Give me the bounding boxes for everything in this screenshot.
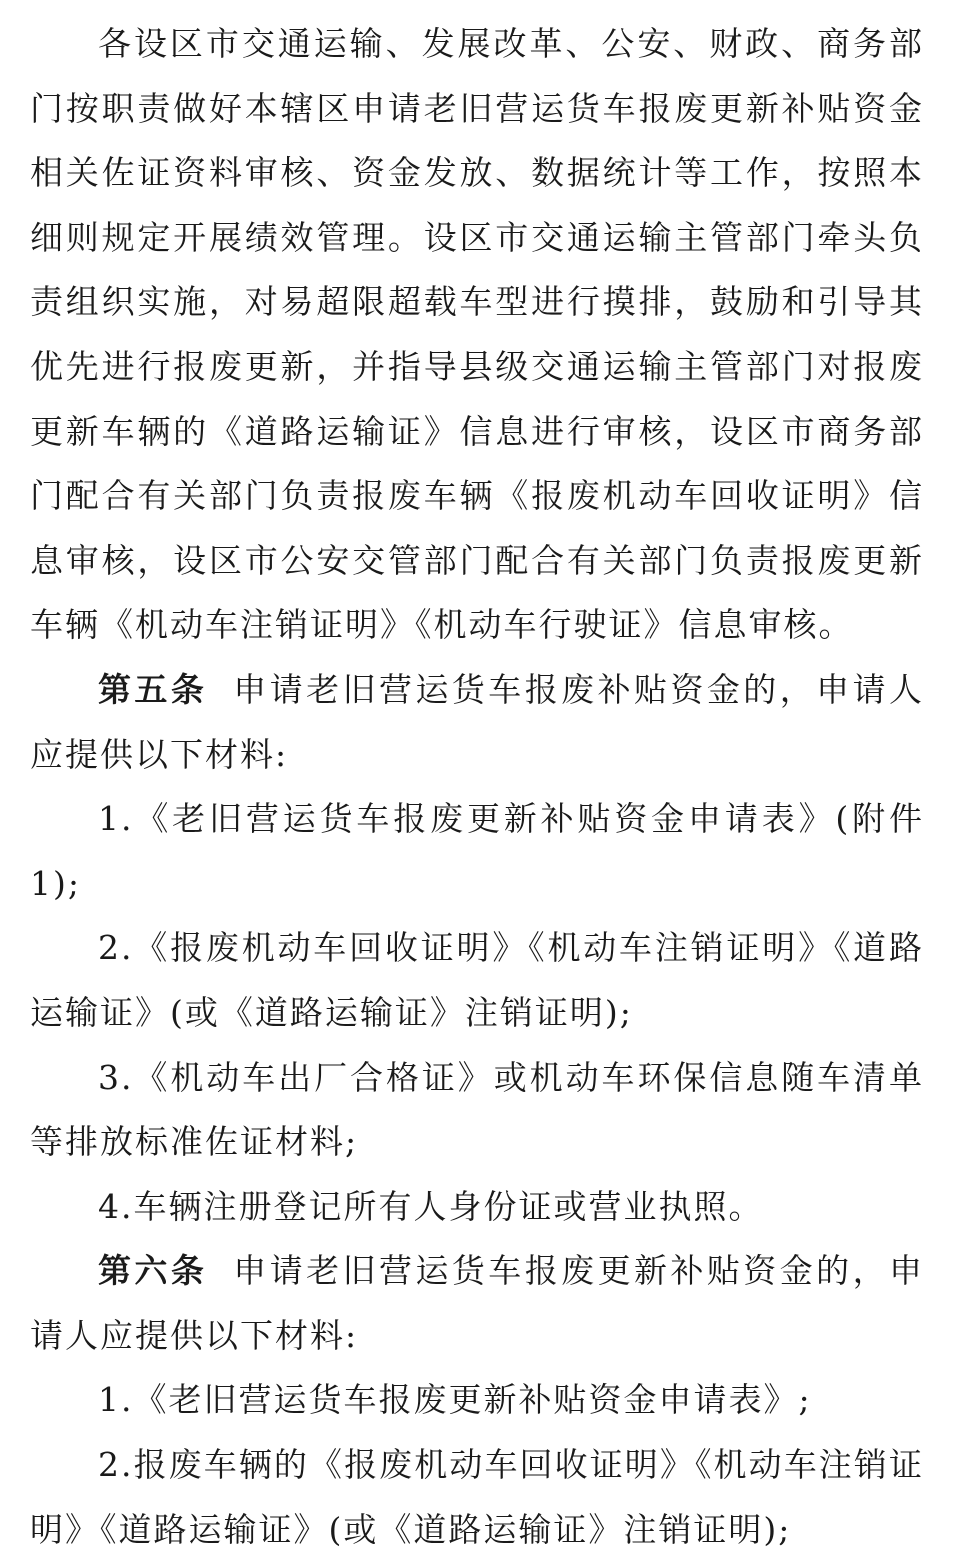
article-5-intro xyxy=(30,658,924,787)
article-5-item-2: 2.《报废机动车回收证明》《机动车注销证明》《道路运输证》(或《道路运输证》注销证明); xyxy=(30,928,924,1032)
article-6-item-1: 1.《老旧营运货车报废更新补贴资金申请表》; xyxy=(98,1380,812,1420)
article-5-item-3: 3.《机动车出厂合格证》或机动车环保信息随车清单等排放标准佐证材料; xyxy=(30,1057,924,1162)
paragraph-responsibilities: 各设区市交通运输、发展改革、公安、财政、商务部门按职责做好本辖区申请老旧营运货车报废更新补贴资金相关佐证资料审核、资金发放、数据统计等工作，按照本细则规定开展绩效管理。设区市交通运输主管部门牵头负责组织实施，对易超限超载车型进行摸排，鼓励和引导其优先进行报废更新，并指导县级交通运输主管部门对报废更新车辆的《道路运输证》信息进行审核，设区市商务部门配合有关部门负责报废车辆《报废机动车回收证明》信息审核，设区市公安交管部门配合有关部门负责报废更新车辆《机动车注销证明》《机动车行驶证》信息审核。 xyxy=(30,24,924,645)
article-5-intro-text: 申请老旧营运货车报废补贴资金的，申请人应提供以下材料: xyxy=(30,669,925,774)
article-5-item-4: 4.车辆注册登记所有人身份证或营业执照。 xyxy=(98,1186,764,1226)
article-5-heading: 第五条 xyxy=(98,669,208,709)
article-6-intro-text: 申请老旧营运货车报废更新补贴资金的，申请人应提供以下材料: xyxy=(30,1251,925,1355)
article-6-item-2: 2.报废车辆的《报废机动车回收证明》《机动车注销证明》《道路运输证》(或《道路运输证》注销证明); xyxy=(30,1445,924,1549)
article-5-item-1: 1.《老旧营运货车报废更新补贴资金申请表》(附件 1); xyxy=(30,799,924,903)
article-6-heading: 第六条 xyxy=(98,1251,208,1291)
article-6-intro xyxy=(30,1239,924,1368)
